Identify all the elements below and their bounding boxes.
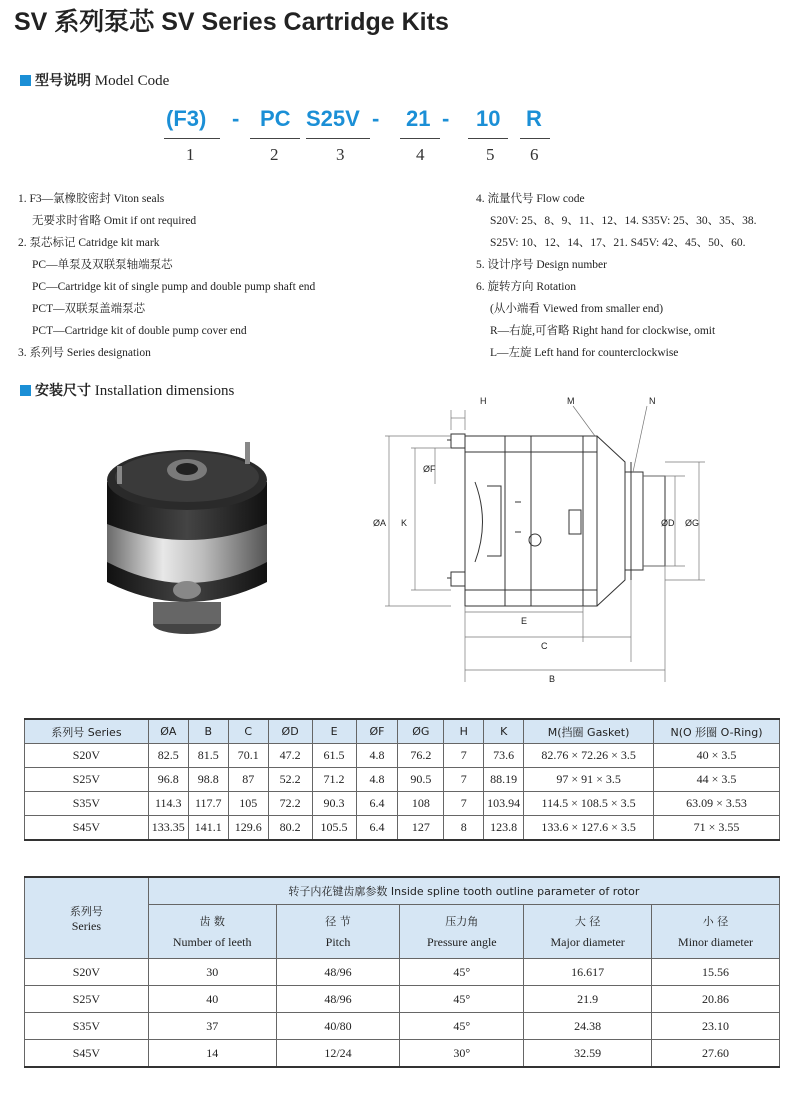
table-cell: 6.4 (356, 792, 398, 816)
table-cell: 129.6 (228, 816, 268, 841)
table-cell: 30° (400, 1040, 524, 1068)
code-part-3: S25V (306, 106, 360, 131)
note-line: 4. 流量代号 Flow code (476, 193, 585, 205)
table-cell: 90.5 (398, 768, 444, 792)
table-cell: 82.5 (148, 744, 188, 768)
table-cell: 4.8 (356, 768, 398, 792)
column-header: K (484, 719, 524, 744)
table-cell: 96.8 (148, 768, 188, 792)
table-cell: 20.86 (652, 986, 780, 1013)
table-row (25, 768, 780, 792)
table-cell: 6.4 (356, 816, 398, 841)
table-cell: 88.19 (484, 768, 524, 792)
table-cell: S45V (25, 816, 149, 841)
table-cell: 73.6 (484, 744, 524, 768)
table-cell: 127 (398, 816, 444, 841)
table-cell: 7 (444, 792, 484, 816)
table-cell: 123.8 (484, 816, 524, 841)
column-header (652, 905, 780, 959)
table-cell: 47.2 (268, 744, 312, 768)
table-cell: 40 × 3.5 (654, 744, 780, 768)
note-line: 1. F3—氯橡胶密封 Viton seals (18, 193, 165, 205)
column-header: ØA (148, 719, 188, 744)
code-part-6: R (526, 106, 542, 131)
code-part-1: (F3) (166, 106, 207, 131)
dim-label-b: B (549, 674, 556, 684)
column-header-cn: 大 径 (574, 915, 601, 928)
note-line: 2. 泵芯标记 Catridge kit mark (18, 237, 160, 249)
table-cell: 37 (148, 1013, 276, 1040)
table-cell: 23.10 (652, 1013, 780, 1040)
code-separator: - (372, 106, 380, 131)
model-code-heading: 型号说明 Model Code (20, 70, 169, 90)
column-header (524, 905, 652, 959)
column-header-en: Minor diameter (678, 935, 754, 949)
column-header: M(挡圈 Gasket) (524, 719, 654, 744)
table-cell: 71 × 3.55 (654, 816, 780, 841)
installation-drawing (355, 392, 725, 692)
table-cell: S25V (25, 768, 149, 792)
table-row (25, 816, 780, 841)
dim-label-k: K (401, 518, 408, 528)
code-underline (400, 138, 440, 139)
dim-label-e: E (521, 616, 528, 626)
section-marker-icon (20, 385, 31, 396)
note-line: PC—单泵及双联泵轴端泵芯 (32, 259, 173, 271)
code-part-4: 21 (406, 106, 431, 131)
table-cell: 12/24 (276, 1040, 400, 1068)
table-cell: 71.2 (312, 768, 356, 792)
table-cell: 103.94 (484, 792, 524, 816)
note-line: S25V: 10、12、14、17、21. S45V: 42、45、50、60. (490, 237, 746, 249)
dim-label-m: M (567, 396, 575, 406)
install-heading: 安装尺寸 Installation dimensions (20, 380, 234, 400)
table-cell: 87 (228, 768, 268, 792)
table-cell: 98.8 (188, 768, 228, 792)
table-cell: 63.09 × 3.53 (654, 792, 780, 816)
table-cell: S45V (25, 1040, 149, 1068)
note-line: 无要求时省略 Omit if ont required (32, 215, 197, 227)
notes-left (18, 188, 315, 364)
table-row (25, 1013, 780, 1040)
column-header: H (444, 719, 484, 744)
table-cell: 45° (400, 959, 524, 986)
note-line: 6. 旋转方向 Rotation (476, 281, 576, 293)
table-cell: 133.35 (148, 816, 188, 841)
series-header: 系列号 Series (25, 877, 149, 959)
note-line: 3. 系列号 Series designation (18, 347, 151, 359)
table-cell: 114.5 × 108.5 × 3.5 (524, 792, 654, 816)
table-cell: S25V (25, 986, 149, 1013)
table-cell: 4.8 (356, 744, 398, 768)
column-header: E (312, 719, 356, 744)
table-cell: 32.59 (524, 1040, 652, 1068)
table-cell: 45° (400, 1013, 524, 1040)
table-cell: S20V (25, 959, 149, 986)
table-cell: 14 (148, 1040, 276, 1068)
spline-group-header: 转子内花键齿廓参数 Inside spline tooth outline parameter of rotor (148, 877, 779, 905)
table-cell: 21.9 (524, 986, 652, 1013)
note-line: R—右旋,可省略 Right hand for clockwise, omit (490, 325, 716, 337)
table-cell: 48/96 (276, 986, 400, 1013)
code-number: 1 (186, 145, 195, 164)
note-line: L—左旋 Left hand for counterclockwise (490, 347, 679, 359)
code-underline (164, 138, 220, 139)
cartridge-photo (95, 432, 285, 642)
column-header-cn: 齿 数 (199, 915, 225, 928)
section-marker-icon (20, 75, 31, 86)
column-header: N(O 形圈 O-Ring) (654, 719, 780, 744)
code-part-5: 10 (476, 106, 501, 131)
dim-label-f: ØF (423, 464, 436, 474)
table-cell: 15.56 (652, 959, 780, 986)
code-separator: - (232, 106, 240, 131)
table-cell: 52.2 (268, 768, 312, 792)
spline-table (24, 876, 780, 1068)
column-header: ØF (356, 719, 398, 744)
column-header (148, 905, 276, 959)
column-header (400, 905, 524, 959)
table-cell: 82.76 × 72.26 × 3.5 (524, 744, 654, 768)
column-header: ØG (398, 719, 444, 744)
table-cell: 105.5 (312, 816, 356, 841)
table-header-row (25, 719, 780, 744)
note-line: (从小端看 Viewed from smaller end) (490, 303, 664, 315)
table-cell: S20V (25, 744, 149, 768)
column-header-cn: 小 径 (702, 915, 729, 928)
table-row (25, 1040, 780, 1068)
column-header-en: Major diameter (550, 935, 625, 949)
code-underline (468, 138, 508, 139)
code-underline (306, 138, 370, 139)
table-cell: S35V (25, 1013, 149, 1040)
code-number: 2 (270, 145, 279, 164)
code-number: 3 (336, 145, 345, 164)
column-header: C (228, 719, 268, 744)
dim-label-h: H (480, 396, 487, 406)
table-cell: 40/80 (276, 1013, 400, 1040)
table-cell: 133.6 × 127.6 × 3.5 (524, 816, 654, 841)
table-row (25, 792, 780, 816)
table-cell: 45° (400, 986, 524, 1013)
table-cell: 27.60 (652, 1040, 780, 1068)
table-cell: 70.1 (228, 744, 268, 768)
note-line: PCT—Cartridge kit of double pump cover end (32, 325, 247, 337)
table-cell: 7 (444, 768, 484, 792)
column-header: 系列号 Series (25, 719, 149, 744)
table-cell: 141.1 (188, 816, 228, 841)
code-separator: - (442, 106, 450, 131)
dim-label-a: ØA (373, 518, 387, 528)
table-cell: 44 × 3.5 (654, 768, 780, 792)
column-header-cn: 径 节 (325, 915, 351, 928)
code-number: 4 (416, 145, 425, 164)
column-header-en: Number of leeth (172, 935, 252, 949)
note-line: PCT—双联泵盖端泵芯 (32, 303, 146, 315)
table-row (25, 744, 780, 768)
table-cell: 30 (148, 959, 276, 986)
dimensions-table (24, 718, 780, 841)
table-cell: S35V (25, 792, 149, 816)
table-cell: 72.2 (268, 792, 312, 816)
column-header-en: Pitch (325, 935, 351, 949)
column-header (276, 905, 400, 959)
dim-label-d: ØD (661, 518, 675, 528)
table-cell: 80.2 (268, 816, 312, 841)
code-underline (520, 138, 550, 139)
table-cell: 7 (444, 744, 484, 768)
table-cell: 48/96 (276, 959, 400, 986)
dim-label-g: ØG (685, 518, 700, 528)
table-cell: 90.3 (312, 792, 356, 816)
column-header-cn: 压力角 (445, 915, 479, 928)
note-line: S20V: 25、8、9、11、12、14. S35V: 25、30、35、38. (490, 215, 757, 227)
note-line: PC—Cartridge kit of single pump and double pump shaft end (32, 281, 316, 293)
code-number: 5 (486, 145, 495, 164)
table-cell: 105 (228, 792, 268, 816)
table-row (25, 959, 780, 986)
code-part-2: PC (260, 106, 291, 131)
dim-label-n: N (649, 396, 656, 406)
table-cell: 81.5 (188, 744, 228, 768)
table-cell: 114.3 (148, 792, 188, 816)
column-header: B (188, 719, 228, 744)
table-cell: 16.617 (524, 959, 652, 986)
table-cell: 117.7 (188, 792, 228, 816)
table-cell: 61.5 (312, 744, 356, 768)
column-header: ØD (268, 719, 312, 744)
table-cell: 24.38 (524, 1013, 652, 1040)
table-cell: 97 × 91 × 3.5 (524, 768, 654, 792)
table-cell: 8 (444, 816, 484, 841)
notes-right (476, 188, 757, 364)
page-title: SV 系列泵芯 SV Series Cartridge Kits (14, 8, 449, 36)
code-number: 6 (530, 145, 539, 164)
table-cell: 76.2 (398, 744, 444, 768)
column-header-en: Pressure angle (426, 935, 497, 949)
code-underline (250, 138, 300, 139)
dim-label-c: C (541, 641, 548, 651)
table-cell: 40 (148, 986, 276, 1013)
table-row (25, 986, 780, 1013)
table-cell: 108 (398, 792, 444, 816)
note-line: 5. 设计序号 Design number (476, 259, 607, 271)
